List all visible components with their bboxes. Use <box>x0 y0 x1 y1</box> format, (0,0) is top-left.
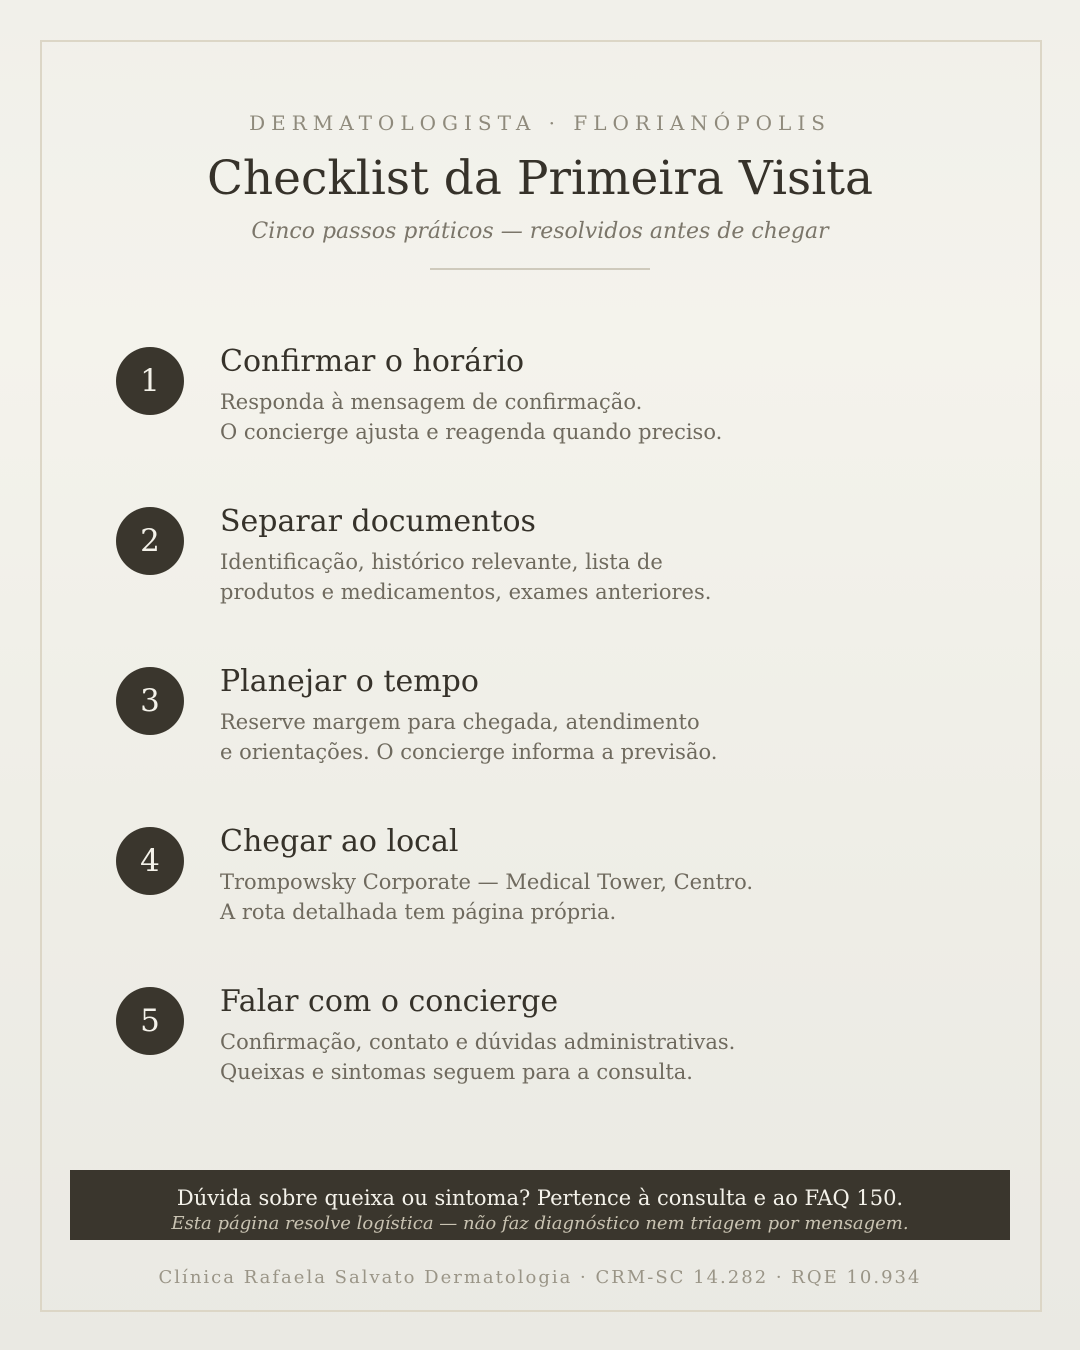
step-title: Falar com o concierge <box>220 984 559 1019</box>
page-subtitle: Cinco passos práticos — resolvidos antes de chegar <box>251 219 829 244</box>
notice-sub-text: Esta página resolve logística — não faz diagnóstico nem triagem por mensagem. <box>171 1213 909 1234</box>
step-2 <box>116 504 976 617</box>
page-title: Checklist da Primeira Visita <box>206 151 874 206</box>
step-4 <box>116 824 976 937</box>
step-description <box>220 547 711 607</box>
step-description-line: Responda à mensagem de confirmação. <box>220 390 643 414</box>
step-5 <box>116 984 976 1097</box>
notice-main-text: Dúvida sobre queixa ou sintoma? Pertence à consulta e ao FAQ 150. <box>176 1186 904 1210</box>
step-description-line: Confirmação, contato e dúvidas administrativas. <box>220 1030 736 1054</box>
step-number-badge: 3 <box>116 667 184 735</box>
step-1 <box>116 344 976 457</box>
step-description-line: Queixas e sintomas seguem para a consulta. <box>220 1060 693 1084</box>
eyebrow-label: DERMATOLOGISTA · FLORIANÓPOLIS <box>249 111 831 135</box>
step-description-line: A rota detalhada tem página própria. <box>220 900 617 924</box>
step-title: Chegar ao local <box>220 824 459 859</box>
step-description <box>220 867 753 927</box>
step-description-line: O concierge ajusta e reagenda quando preciso. <box>220 420 723 444</box>
step-title: Confirmar o horário <box>220 344 525 379</box>
step-number-badge: 1 <box>116 347 184 415</box>
notice-banner <box>70 1170 1010 1240</box>
step-description-line: Reserve margem para chegada, atendimento <box>220 710 700 734</box>
step-description <box>220 707 717 767</box>
step-number-badge: 2 <box>116 507 184 575</box>
step-number-badge: 4 <box>116 827 184 895</box>
step-number-badge: 5 <box>116 987 184 1055</box>
title-divider <box>430 268 650 270</box>
step-description-line: Identificação, histórico relevante, lista de <box>220 550 663 574</box>
step-description <box>220 387 722 447</box>
clinic-footer: Clínica Rafaela Salvato Dermatologia · CRM-SC 14.282 · RQE 10.934 <box>158 1267 922 1288</box>
step-3 <box>116 664 976 777</box>
step-title: Separar documentos <box>220 504 536 539</box>
step-description <box>220 1027 735 1087</box>
step-title: Planejar o tempo <box>220 664 479 699</box>
step-description-line: Trompowsky Corporate — Medical Tower, Centro. <box>220 870 754 894</box>
step-description-line: e orientações. O concierge informa a previsão. <box>220 740 718 764</box>
step-description-line: produtos e medicamentos, exames anteriores. <box>220 580 712 604</box>
